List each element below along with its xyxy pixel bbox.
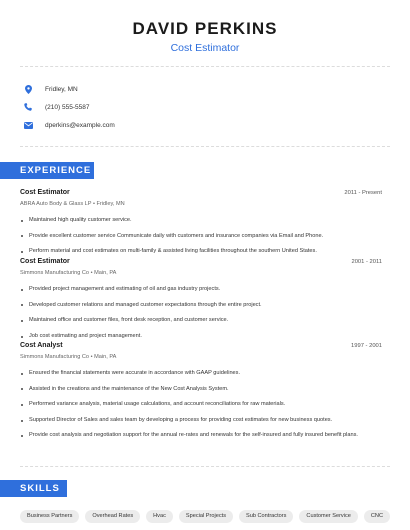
skill-tag: Customer Service xyxy=(299,510,357,523)
experience-divider xyxy=(20,466,390,467)
contact-list xyxy=(20,80,390,134)
email-text: dperkins@example.com xyxy=(45,121,115,129)
bullet-item: Provided project management and estimating of oil and gas industry projects. xyxy=(20,286,382,294)
job-company: Simmons Manufacturing Co • Main, PA xyxy=(20,270,117,276)
bullet-item: Job cost estimating and project management. xyxy=(20,333,382,341)
bullet-item: Perform material and cost estimates on multi-family & assisted living facilities throughout the southern United States. xyxy=(20,248,382,256)
map-pin-icon xyxy=(23,84,33,94)
phone-icon xyxy=(23,102,33,112)
bullet-item: Performed variance analysis, material usage calculations, and account reconciliations for raw materials. xyxy=(20,401,382,409)
job-dates: 2011 - Present xyxy=(344,190,382,196)
contact-divider xyxy=(20,146,390,147)
job-dates: 2001 - 2011 xyxy=(351,259,382,265)
bullet-item: Maintained high quality customer service. xyxy=(20,217,382,225)
job-entry xyxy=(20,342,382,440)
location-text: Fridley, MN xyxy=(45,85,78,93)
bullet-item: Assisted in the creations and the maintenance of the New Cost Analysis System. xyxy=(20,386,382,394)
experience-section-title: EXPERIENCE xyxy=(0,162,94,179)
skill-tag: CNC xyxy=(364,510,390,523)
envelope-icon xyxy=(23,120,33,130)
skill-tag: Business Partners xyxy=(20,510,79,523)
bullet-item: Ensured the financial statements were accurate in accordance with GAAP guidelines. xyxy=(20,370,382,378)
job-title: Cost Estimator xyxy=(20,189,70,196)
job-title: Cost Analyst xyxy=(20,342,63,349)
skill-tag: Sub Contractors xyxy=(239,510,293,523)
job-bullets xyxy=(20,217,382,256)
bullet-item: Supported Director of Sales and sales team by developing a process for providing cost estimates for new business quotes. xyxy=(20,417,382,425)
bullet-item: Developed customer relations and managed customer expectations through the entire project. xyxy=(20,302,382,310)
header-divider xyxy=(20,66,390,67)
skills-section-title: SKILLS xyxy=(0,480,67,497)
job-company: ABRA Auto Body & Glass LP • Fridley, MN xyxy=(20,201,125,207)
bullet-item: Maintained office and customer files, front desk reception, and customer service. xyxy=(20,317,382,325)
candidate-role: Cost Estimator xyxy=(170,42,240,54)
contact-phone xyxy=(20,98,390,116)
candidate-name: DAVID PERKINS xyxy=(132,19,278,38)
job-bullets xyxy=(20,286,382,340)
job-dates: 1997 - 2001 xyxy=(351,343,382,349)
resume-header xyxy=(0,18,410,55)
skill-tag: Hvac xyxy=(146,510,173,523)
job-bullets xyxy=(20,370,382,440)
phone-text: (210) 555-5587 xyxy=(45,103,90,111)
contact-email xyxy=(20,116,390,134)
bullet-item: Provide excellent customer service Communicate daily with customers and insurance companies via Email and Phone. xyxy=(20,233,382,241)
job-entry xyxy=(20,189,382,256)
skills-list xyxy=(20,510,400,523)
job-company: Simmons Manufacturing Co • Main, PA xyxy=(20,354,117,360)
bullet-item: Provide cost analysis and negotiation support for the annual re-rates and renewals for the self-insured and fully insured benefit plans. xyxy=(20,432,382,440)
skill-tag: Special Projects xyxy=(179,510,233,523)
contact-location xyxy=(20,80,390,98)
skill-tag: Overhead Rates xyxy=(85,510,140,523)
job-entry xyxy=(20,258,382,340)
job-title: Cost Estimator xyxy=(20,258,70,265)
